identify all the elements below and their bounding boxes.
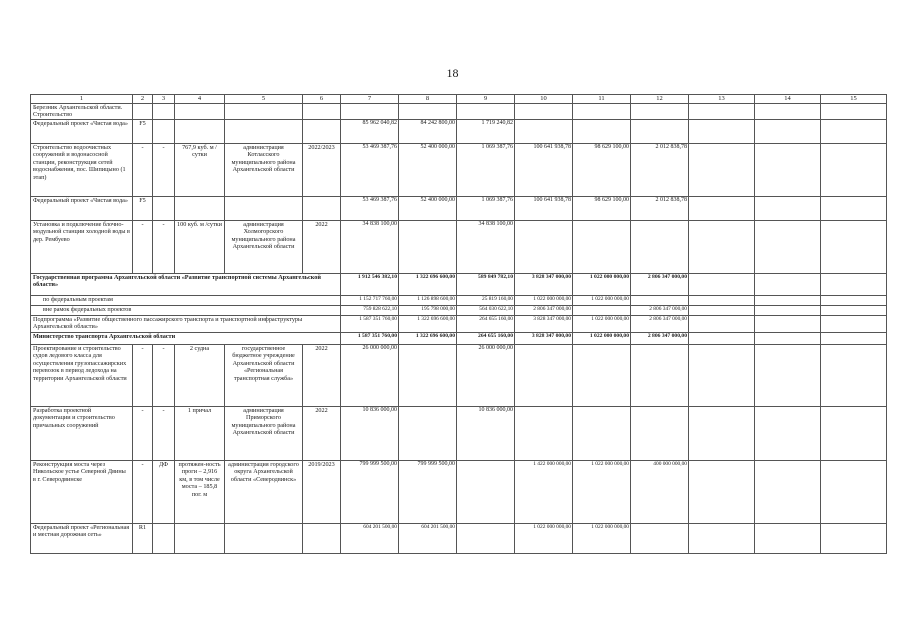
empty-cell [689, 407, 755, 461]
amount-cell: 604 201 500,00 [399, 524, 457, 554]
code-cell: - [153, 407, 175, 461]
amount-cell [573, 306, 631, 316]
table-row [31, 345, 887, 407]
amount-cell: 1 022 000 000,00 [515, 296, 573, 306]
amount-cell: 195 798 000,00 [399, 306, 457, 316]
code-cell [153, 197, 175, 221]
amount-cell [457, 104, 515, 120]
amount-cell: 759 828 622,10 [341, 306, 399, 316]
header-cell: 12 [631, 95, 689, 104]
empty-cell [689, 524, 755, 554]
period-cell [303, 120, 341, 144]
amount-cell [515, 407, 573, 461]
amount-cell: 85 962 040,82 [341, 120, 399, 144]
amount-cell [631, 104, 689, 120]
empty-cell [821, 221, 887, 274]
empty-cell [821, 306, 887, 316]
header-cell: 14 [755, 95, 821, 104]
table-row [31, 104, 887, 120]
period-cell: 2022/2023 [303, 144, 341, 197]
amount-cell [573, 345, 631, 407]
item-name: Федеральный проект «Чистая вода» [31, 197, 133, 221]
empty-cell [821, 120, 887, 144]
amount-cell [573, 120, 631, 144]
amount-cell: 1 022 000 000,00 [573, 333, 631, 345]
amount-cell [515, 345, 573, 407]
item-name: Реконструкция моста через Никольское устье Северной Двины в г. Северодвинске [31, 461, 133, 524]
header-cell: 6 [303, 95, 341, 104]
amount-cell [341, 104, 399, 120]
amount-cell: 84 242 800,00 [399, 120, 457, 144]
amount-cell [399, 104, 457, 120]
empty-cell [755, 407, 821, 461]
empty-cell [689, 274, 755, 296]
code-cell: - [133, 345, 153, 407]
amount-cell: 604 201 500,00 [341, 524, 399, 554]
amount-cell: 26 000 000,00 [341, 345, 399, 407]
empty-cell [821, 144, 887, 197]
item-name: Разработка проектной документации и строительство причальных сооружений [31, 407, 133, 461]
executor-cell: администрация Котласского муниципального района Архангельской области [225, 144, 303, 197]
header-cell: 13 [689, 95, 755, 104]
header-cell: 5 [225, 95, 303, 104]
row-label: по федеральным проектам [31, 296, 341, 306]
amount-cell [515, 120, 573, 144]
executor-cell: администрация городского округа Архангельской области «Северодвинск» [225, 461, 303, 524]
empty-cell [689, 120, 755, 144]
ministry-row [31, 333, 887, 345]
amount-cell: 52 400 000,00 [399, 144, 457, 197]
program-row [31, 274, 887, 296]
amount-cell: 34 838 100,00 [457, 221, 515, 274]
amount-cell: 3 828 347 000,00 [515, 274, 573, 296]
empty-cell [755, 306, 821, 316]
capacity-cell: 2 судна [175, 345, 225, 407]
empty-cell [689, 333, 755, 345]
header-cell: 11 [573, 95, 631, 104]
amount-cell: 1 022 000 000,00 [573, 274, 631, 296]
amount-cell: 1 022 000 000,00 [573, 296, 631, 306]
amount-cell: 1 719 240,82 [457, 120, 515, 144]
code-cell: F5 [133, 197, 153, 221]
empty-cell [689, 104, 755, 120]
header-cell: 9 [457, 95, 515, 104]
table-row [31, 197, 887, 221]
amount-cell: 1 126 898 600,00 [399, 296, 457, 306]
period-cell [303, 197, 341, 221]
header-cell: 10 [515, 95, 573, 104]
amount-cell: 1 587 351 760,00 [341, 333, 399, 345]
executor-cell: государственное бюджетное учреждение Архангельской области «Региональная транспортная служба» [225, 345, 303, 407]
code-cell: - [133, 461, 153, 524]
amount-cell: 2 012 838,78 [631, 144, 689, 197]
empty-cell [821, 274, 887, 296]
amount-cell: 10 836 000,00 [457, 407, 515, 461]
period-cell: 2022 [303, 407, 341, 461]
code-cell: R1 [133, 524, 153, 554]
code-cell: - [153, 345, 175, 407]
amount-cell: 1 912 546 382,10 [341, 274, 399, 296]
empty-cell [821, 461, 887, 524]
empty-cell [821, 296, 887, 306]
empty-cell [689, 221, 755, 274]
code-cell [133, 104, 153, 120]
amount-cell: 1 152 717 760,00 [341, 296, 399, 306]
amount-cell: 34 838 100,00 [341, 221, 399, 274]
amount-cell [631, 345, 689, 407]
executor-cell: администрация Приморского муниципального района Архангельской области [225, 407, 303, 461]
amount-cell: 2 806 347 000,00 [515, 306, 573, 316]
amount-cell [631, 221, 689, 274]
amount-cell [399, 345, 457, 407]
empty-cell [755, 524, 821, 554]
amount-cell: 2 012 838,78 [631, 197, 689, 221]
header-cell: 2 [133, 95, 153, 104]
period-cell [303, 524, 341, 554]
empty-cell [689, 461, 755, 524]
amount-cell: 1 022 000 000,00 [573, 461, 631, 524]
amount-cell: 52 400 000,00 [399, 197, 457, 221]
table-row [31, 524, 887, 554]
amount-cell [573, 221, 631, 274]
period-cell [303, 104, 341, 120]
amount-cell [515, 104, 573, 120]
empty-cell [821, 407, 887, 461]
amount-cell: 2 806 347 000,00 [631, 306, 689, 316]
empty-cell [755, 197, 821, 221]
non-federal-row [31, 306, 887, 316]
empty-cell [755, 221, 821, 274]
item-name: Строительство водоочистных сооружений и водонасосной станции, реконструкция сетей водоснабжения, пос. Шипицыно (1 этап) [31, 144, 133, 197]
header-cell: 1 [31, 95, 133, 104]
executor-cell [225, 120, 303, 144]
code-cell: - [133, 407, 153, 461]
amount-cell: 799 999 500,00 [399, 461, 457, 524]
federal-projects-row [31, 296, 887, 306]
capacity-cell: 100 куб. м /сутки [175, 221, 225, 274]
amount-cell: 53 469 387,76 [341, 197, 399, 221]
header-cell: 15 [821, 95, 887, 104]
empty-cell [689, 345, 755, 407]
empty-cell [755, 120, 821, 144]
code-cell [153, 120, 175, 144]
capacity-cell: 767,9 куб. м /сутки [175, 144, 225, 197]
empty-cell [821, 316, 887, 333]
table-row [31, 144, 887, 197]
amount-cell: 100 641 938,78 [515, 197, 573, 221]
empty-cell [755, 345, 821, 407]
amount-cell: 2 806 347 000,00 [631, 274, 689, 296]
empty-cell [689, 144, 755, 197]
empty-cell [755, 461, 821, 524]
header-row [31, 95, 887, 104]
executor-cell: администрация Холмогорского муниципального района Архангельской области [225, 221, 303, 274]
period-cell: 2022 [303, 221, 341, 274]
amount-cell: 589 849 782,10 [457, 274, 515, 296]
executor-cell [225, 197, 303, 221]
amount-cell: 1 022 000 000,00 [573, 524, 631, 554]
amount-cell: 26 000 000,00 [457, 345, 515, 407]
amount-cell [457, 461, 515, 524]
amount-cell [631, 407, 689, 461]
amount-cell [399, 221, 457, 274]
executor-cell [225, 104, 303, 120]
empty-cell [755, 296, 821, 306]
budget-table-wrapper [30, 94, 886, 554]
subprogram-row [31, 316, 887, 333]
empty-cell [755, 333, 821, 345]
table-row [31, 461, 887, 524]
amount-cell: 1 322 696 600,00 [399, 274, 457, 296]
page-number: 18 [446, 66, 459, 80]
amount-cell: 1 322 696 600,00 [399, 333, 457, 345]
code-cell [153, 104, 175, 120]
capacity-cell: 1 причал [175, 407, 225, 461]
empty-cell [821, 524, 887, 554]
item-name: Березник Архангельской области. Строительство [31, 104, 133, 120]
code-cell [153, 524, 175, 554]
amount-cell: 2 806 347 000,00 [631, 316, 689, 333]
amount-cell: 53 469 387,76 [341, 144, 399, 197]
code-cell: - [153, 144, 175, 197]
amount-cell: 264 655 160,00 [457, 316, 515, 333]
amount-cell [631, 296, 689, 306]
empty-cell [755, 144, 821, 197]
item-name: Федеральный проект «Чистая вода» [31, 120, 133, 144]
code-cell: ДФ [153, 461, 175, 524]
amount-cell: 1 022 000 000,00 [515, 524, 573, 554]
amount-cell: 564 030 622,10 [457, 306, 515, 316]
amount-cell: 100 641 938,78 [515, 144, 573, 197]
code-cell: - [133, 221, 153, 274]
empty-cell [755, 316, 821, 333]
empty-cell [821, 333, 887, 345]
code-cell: - [153, 221, 175, 274]
amount-cell [631, 120, 689, 144]
amount-cell: 98 629 100,00 [573, 144, 631, 197]
item-name: Федеральный проект «Региональная и местная дорожная сеть» [31, 524, 133, 554]
amount-cell: 98 629 100,00 [573, 197, 631, 221]
code-cell: - [133, 144, 153, 197]
period-cell: 2022 [303, 345, 341, 407]
executor-cell [225, 524, 303, 554]
empty-cell [821, 345, 887, 407]
amount-cell: 264 655 160,00 [457, 333, 515, 345]
program-title: Государственная программа Архангельской области «Развитие транспортной системы Архангельской области» [31, 274, 341, 296]
amount-cell [515, 221, 573, 274]
code-cell: F5 [133, 120, 153, 144]
amount-cell [457, 524, 515, 554]
amount-cell: 3 828 347 000,00 [515, 316, 573, 333]
table-row [31, 120, 887, 144]
capacity-cell [175, 120, 225, 144]
amount-cell [399, 407, 457, 461]
amount-cell: 1 069 387,76 [457, 144, 515, 197]
amount-cell: 799 999 500,00 [341, 461, 399, 524]
empty-cell [689, 296, 755, 306]
amount-cell: 25 819 160,00 [457, 296, 515, 306]
period-cell: 2019/2023 [303, 461, 341, 524]
empty-cell [689, 316, 755, 333]
empty-cell [821, 197, 887, 221]
capacity-cell [175, 524, 225, 554]
budget-table [30, 94, 887, 554]
capacity-cell: протяжен-ность проги – 2,916 км, в том числе моста – 185,8 пог. м [175, 461, 225, 524]
table-row [31, 221, 887, 274]
table-row [31, 407, 887, 461]
subprogram-title: Подпрограмма «Развитие общественного пассажирского транспорта и транспортной инфраструктуры Архангельской области» [31, 316, 341, 333]
empty-cell [689, 197, 755, 221]
item-name: Проектирование и строительство судов ледового класса для осуществления грузопассажирских перевозок в период ледохода на территории Архангельской области [31, 345, 133, 407]
amount-cell: 1 322 696 600,00 [399, 316, 457, 333]
amount-cell: 1 587 351 760,00 [341, 316, 399, 333]
amount-cell [573, 104, 631, 120]
amount-cell: 1 422 000 000,00 [515, 461, 573, 524]
empty-cell [755, 104, 821, 120]
amount-cell: 10 836 000,00 [341, 407, 399, 461]
ministry-title: Министерство транспорта Архангельской области [31, 333, 341, 345]
amount-cell: 1 069 387,76 [457, 197, 515, 221]
empty-cell [755, 274, 821, 296]
amount-cell: 2 806 347 000,00 [631, 333, 689, 345]
amount-cell: 400 000 000,00 [631, 461, 689, 524]
header-cell: 8 [399, 95, 457, 104]
header-cell: 7 [341, 95, 399, 104]
item-name: Установка и подключение блочно-модульной станции холодной воды в дер. Рембуево [31, 221, 133, 274]
empty-cell [821, 104, 887, 120]
amount-cell [573, 407, 631, 461]
capacity-cell [175, 104, 225, 120]
header-cell: 3 [153, 95, 175, 104]
amount-cell [631, 524, 689, 554]
row-label: вне рамок федеральных проектов [31, 306, 341, 316]
empty-cell [689, 306, 755, 316]
capacity-cell [175, 197, 225, 221]
amount-cell: 3 828 347 000,00 [515, 333, 573, 345]
header-cell: 4 [175, 95, 225, 104]
amount-cell: 1 022 000 000,00 [573, 316, 631, 333]
